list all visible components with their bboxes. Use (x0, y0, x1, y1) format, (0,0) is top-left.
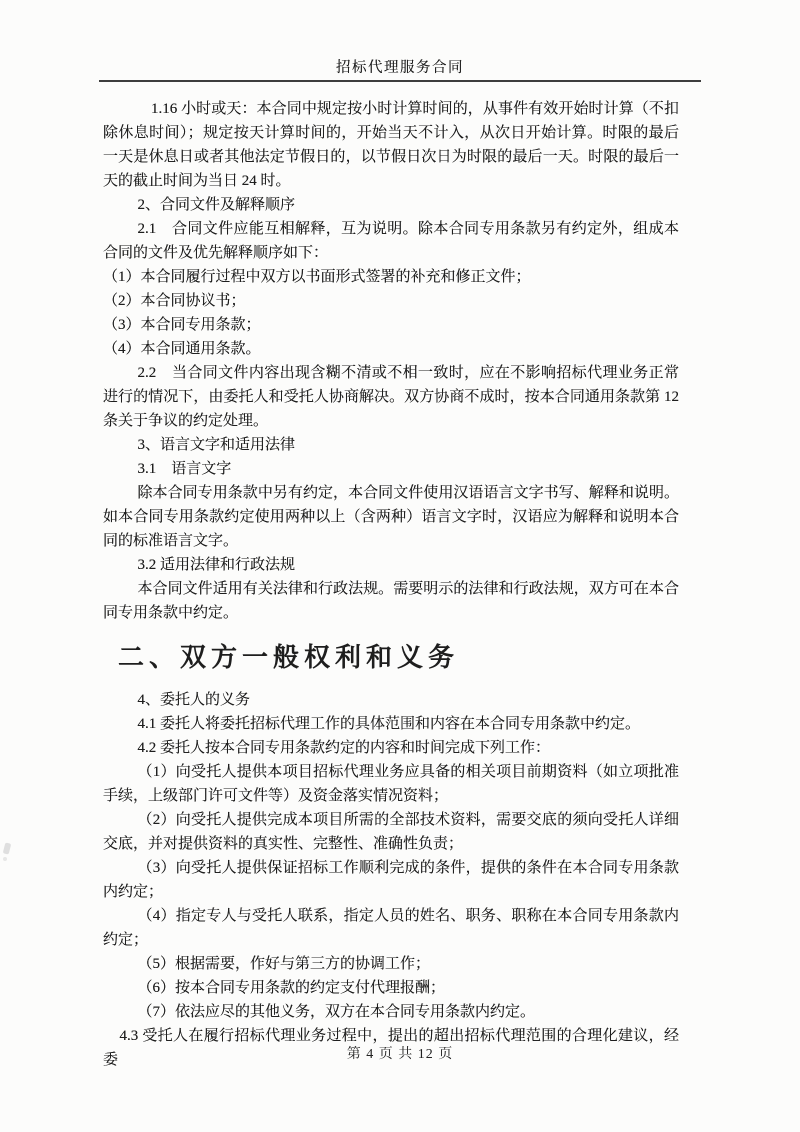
list-item-2-3: （3）本合同专用条款； (103, 317, 261, 333)
list-item-2-1: （1）本合同履行过程中双方以书面形式签署的补充和修正文件； (103, 269, 531, 285)
list-item-2-2: （2）本合同协议书； (103, 293, 246, 309)
clause-4-2: 4.2 委托人按本合同专用条款约定的内容和时间完成下列工作： (137, 740, 551, 756)
clause-4-1: 4.1 委托人将委托招标代理工作的具体范围和内容在本合同专用条款中约定。 (137, 716, 641, 732)
scan-artifact (3, 857, 7, 861)
list-item-4-7: （7）依法应尽的其他义务，双方在本合同专用条款内约定。 (137, 1004, 536, 1020)
heading-clause-3-2: 3.2 适用法律和行政法规 (137, 557, 296, 573)
list-item-4-5: （5）根据需要，作好与第三方的协调工作； (137, 956, 431, 972)
header-title: 招标代理服务合同 (336, 60, 464, 76)
scan-artifact (3, 842, 11, 854)
clause-1-16: 1.16 小时或天：本合同中规定按小时计算时间的，从事件有效开始时计算（不扣除休息时间）；规定按天计算时间的，开始当天不计入，从次日开始计算。时限的最后一天是休息日或者其他法定节假日的，以节假日次日为时限的最后一天。时限的最后一天的截止时间为当日 24 时。 (103, 101, 679, 189)
list-item-4-1: （1）向受托人提供本项目招标代理业务应具备的相关项目前期资料（如立项批准手续，上级部门许可文件等）及资金落实情况资料； (103, 764, 679, 804)
list-item-4-3: （3）向受托人提供保证招标工作顺利完成的条件，提供的条件在本合同专用条款内约定； (103, 860, 679, 900)
list-item-4-6: （6）按本合同专用条款的约定支付代理报酬； (137, 980, 446, 996)
contract-body (103, 97, 679, 1072)
heading-clause-3-1: 3.1 语言文字 (137, 461, 232, 477)
page-number: 第 4 页 共 12 页 (346, 1047, 454, 1062)
clause-2-1: 2.1 合同文件应能互相解释，互为说明。除本合同专用条款另有约定外，组成本合同的文件及优先解释顺序如下： (103, 221, 679, 261)
clause-4-3: 4.3 受托人在履行招标代理业务过程中，提出的超出招标代理范围的合理化建议，经委 (103, 1028, 679, 1068)
clause-3-1: 除本合同专用条款中另有约定，本合同文件使用汉语语言文字书写、解释和说明。如本合同专用条款约定使用两种以上（含两种）语言文字时，汉语应为解释和说明本合同的标准语言文字。 (103, 485, 679, 549)
section-2-title: 二、双方一般权利和义务 (118, 642, 460, 672)
list-item-4-2: （2）向受托人提供完成本项目所需的全部技术资料，需要交底的须向受托人详细交底，并对提供资料的真实性、完整性、准确性负责； (103, 812, 679, 852)
list-item-2-4: （4）本合同通用条款。 (103, 341, 261, 357)
heading-clause-3: 3、语言文字和适用法律 (137, 437, 296, 453)
page-header (99, 0, 701, 82)
list-item-4-4: （4）指定专人与受托人联系，指定人员的姓名、职务、职称在本合同专用条款内约定； (103, 908, 679, 948)
heading-clause-4: 4、委托人的义务 (137, 692, 251, 708)
heading-clause-2: 2、合同文件及解释顺序 (137, 197, 296, 213)
clause-2-2: 2.2 当合同文件内容出现含糊不清或不相一致时，应在不影响招标代理业务正常进行的情况下，由委托人和受托人协商解决。双方协商不成时，按本合同通用条款第 12 条关于争议的约定处理。 (103, 365, 679, 429)
clause-3-2: 本合同文件适用有关法律和行政法规。需要明示的法律和行政法规，双方可在本合同专用条款中约定。 (103, 581, 679, 621)
